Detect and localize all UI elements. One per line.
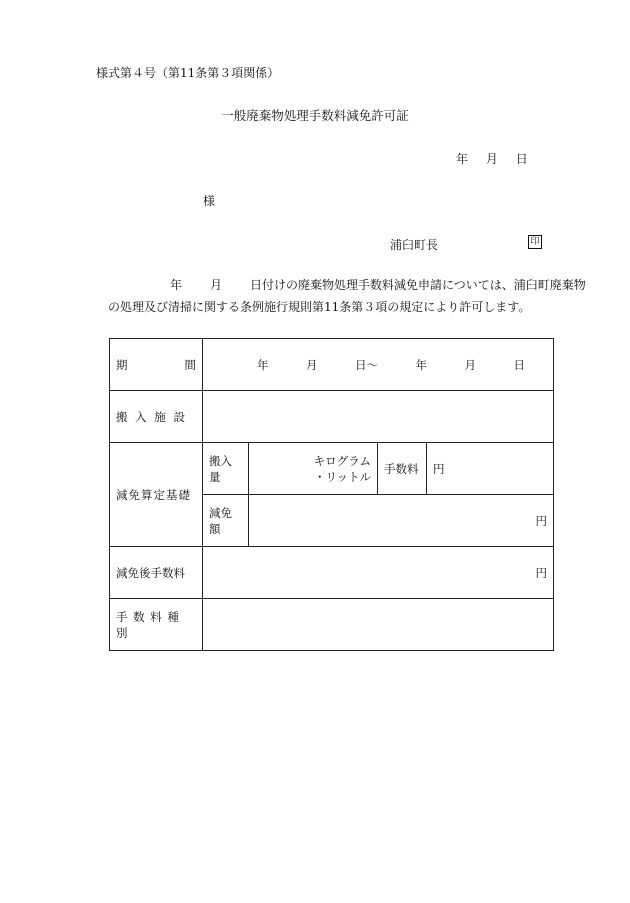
date-year: 年	[456, 152, 469, 166]
unit-line-2: ・リットル	[313, 469, 371, 484]
period-value	[203, 339, 554, 391]
period-from-day: 日～	[355, 357, 378, 372]
date-month: 月	[485, 152, 498, 166]
period-to-day: 日	[513, 357, 525, 372]
period-from-month: 月	[306, 357, 318, 372]
amount-unit	[249, 443, 378, 495]
amount-label: 搬入量	[203, 443, 249, 495]
basis-label: 減免算定基礎	[110, 443, 203, 547]
period-label-2: 間	[184, 357, 196, 372]
after-fee-unit: 円	[203, 547, 554, 599]
body-line-2: の処理及び清掃に関する条例施行規則第11条第３項の規定により許可します。	[108, 300, 531, 314]
period-from-year: 年	[257, 357, 269, 372]
fee-label: 手数料	[378, 443, 427, 495]
reduction-unit: 円	[249, 495, 554, 547]
form-number: 様式第４号（第11条第３項関係）	[96, 66, 280, 80]
body-line-1	[170, 276, 586, 293]
seal-mark: 印	[528, 235, 542, 249]
issuer-name: 浦臼町長	[390, 238, 439, 252]
facility-value	[203, 391, 554, 443]
fee-type-row	[110, 599, 554, 651]
body-year: 年	[170, 278, 183, 292]
issue-date	[456, 150, 528, 167]
after-fee-label: 減免後手数料	[110, 547, 203, 599]
fee-type-value	[203, 599, 554, 651]
reduction-label: 減免額	[203, 495, 249, 547]
permit-table	[109, 338, 554, 651]
unit-line-1: キログラム	[313, 453, 371, 468]
facility-label: 搬 入 施 設	[110, 391, 203, 443]
period-label-1: 期	[116, 357, 128, 372]
period-to-month: 月	[464, 357, 476, 372]
period-to-year: 年	[415, 357, 427, 372]
fee-type-label: 手 数 料 種 別	[110, 599, 203, 651]
date-day: 日	[515, 152, 528, 166]
period-label	[110, 339, 203, 391]
facility-row	[110, 391, 554, 443]
addressee-suffix: 様	[203, 194, 216, 208]
fee-unit: 円	[427, 443, 554, 495]
after-fee-row	[110, 547, 554, 599]
period-row	[110, 339, 554, 391]
document-title: 一般廃棄物処理手数料減免許可証	[221, 108, 409, 123]
amount-row	[110, 443, 554, 495]
body-month: 月	[210, 278, 223, 292]
body-text-1: 日付けの廃棄物処理手数料減免申請については、浦臼町廃棄物	[250, 278, 586, 292]
